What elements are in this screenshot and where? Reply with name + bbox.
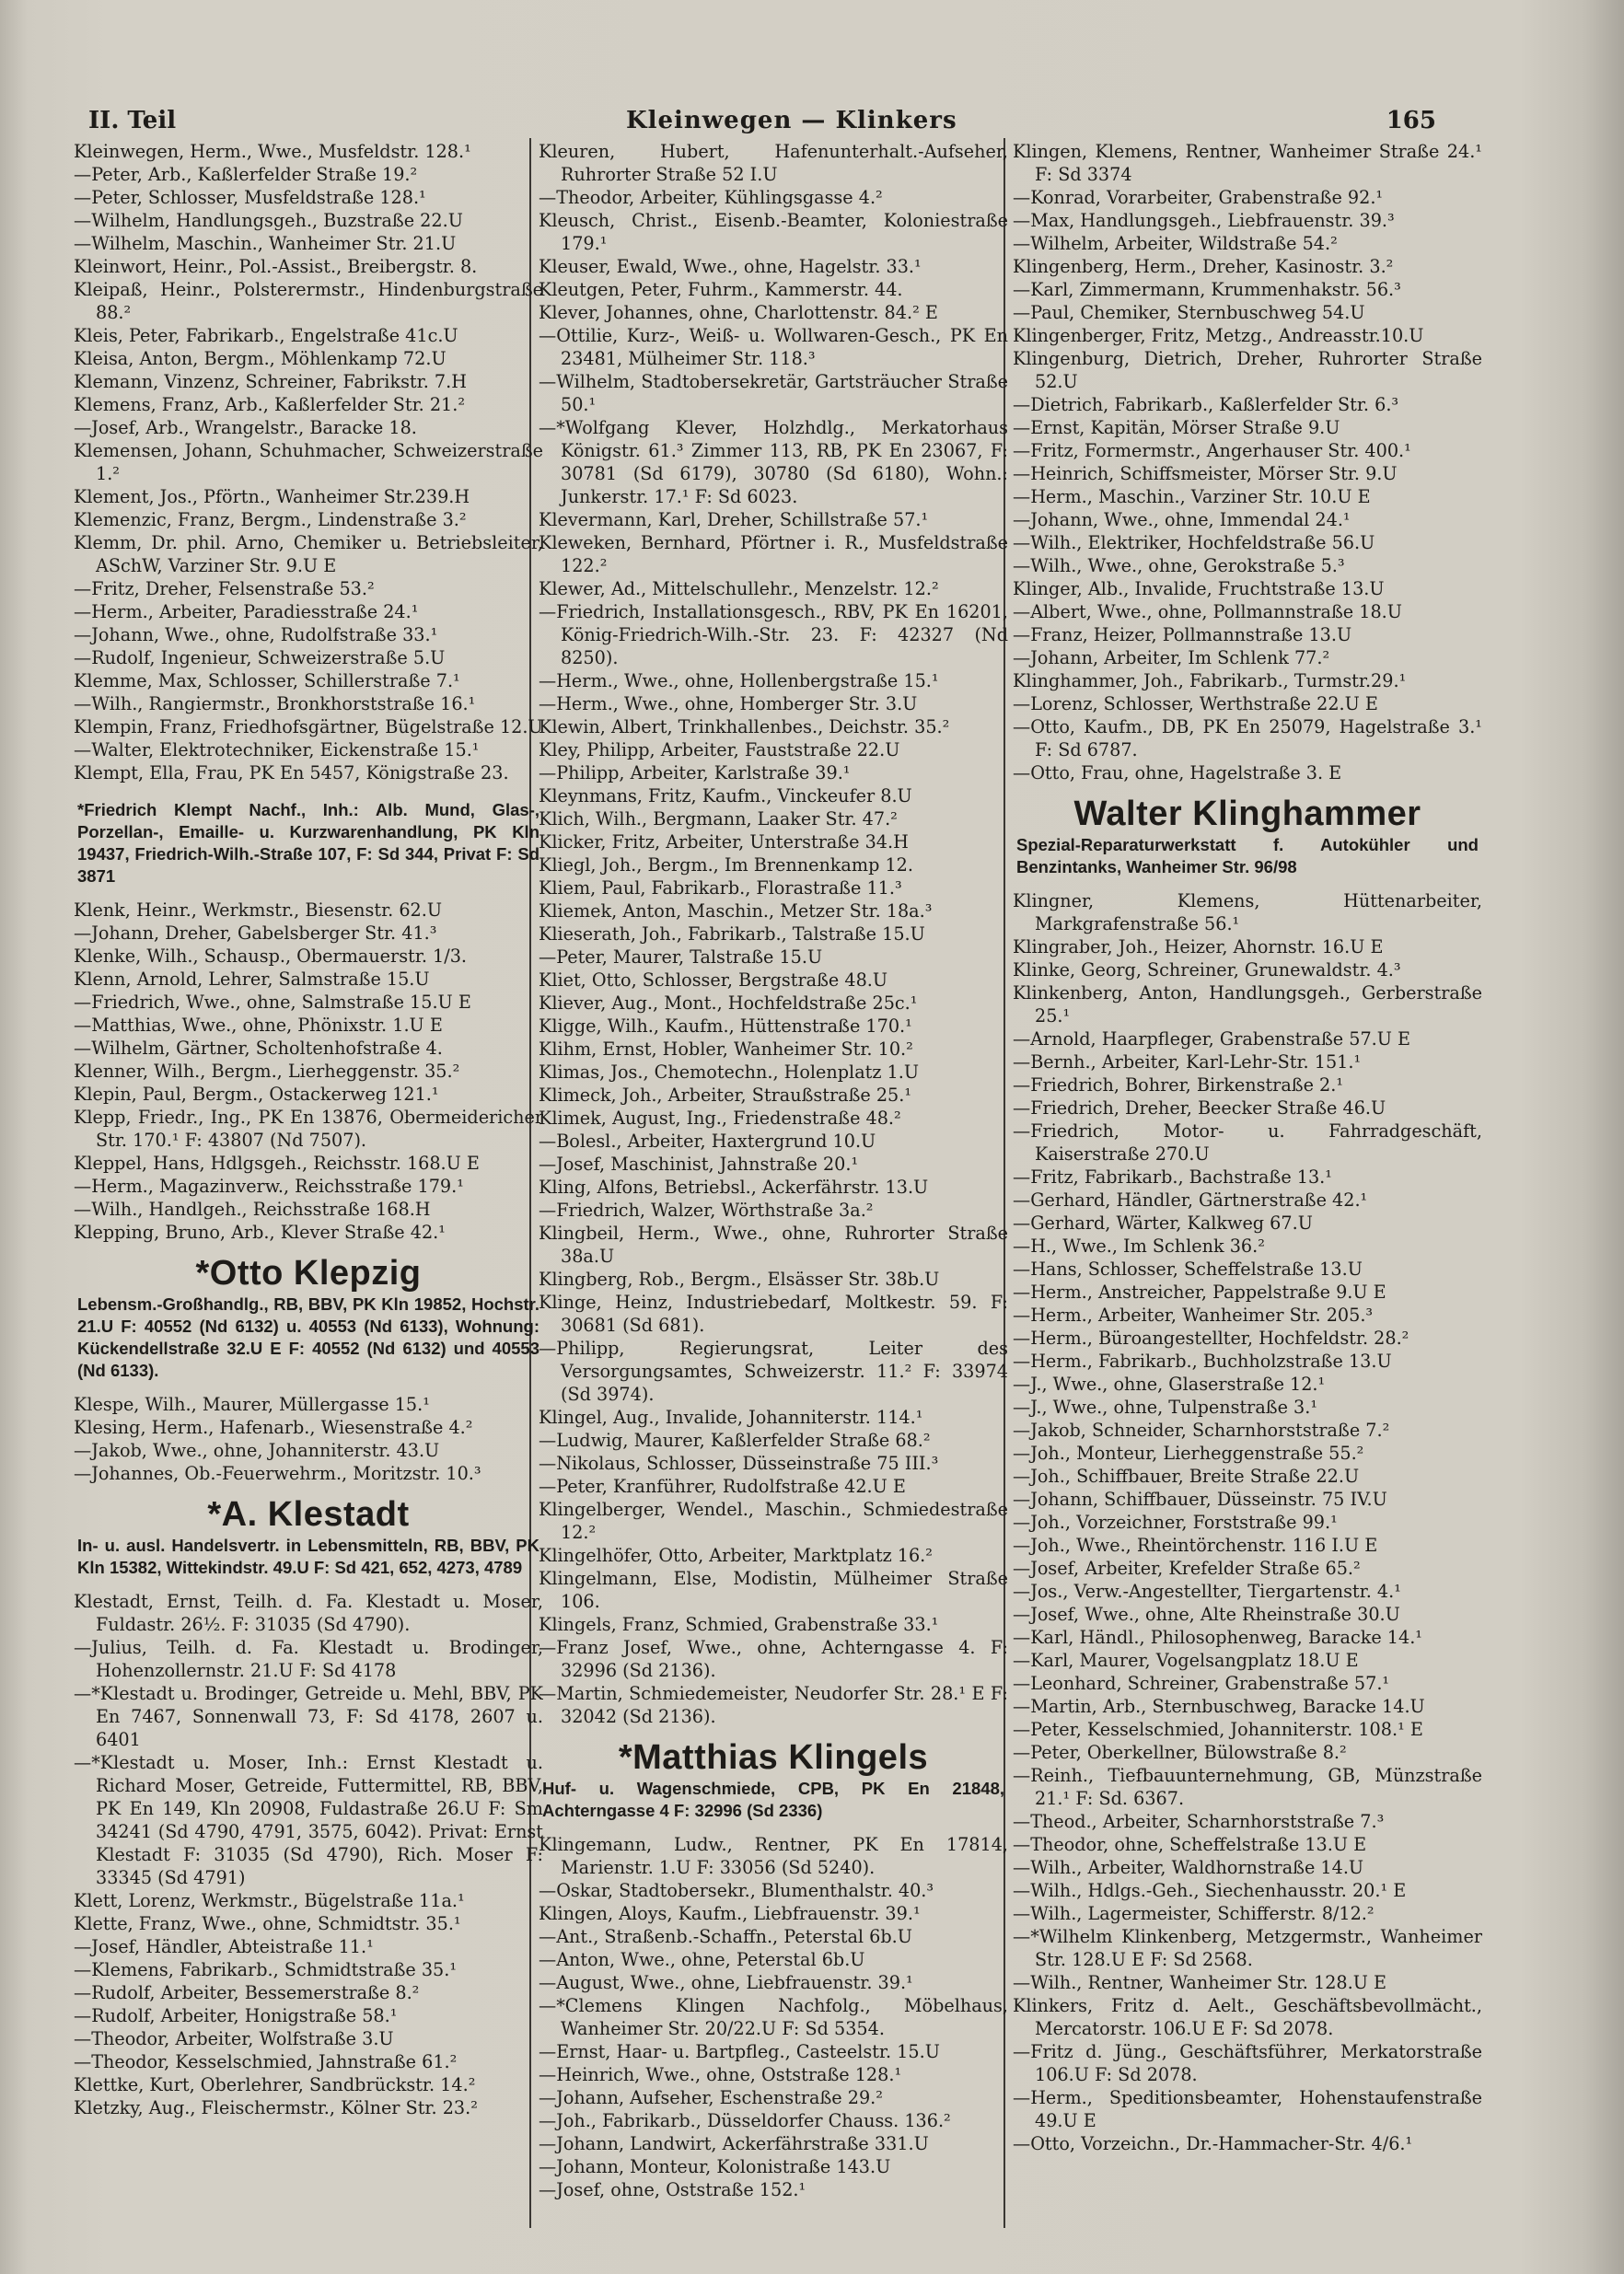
directory-entry: Kleipaß, Heinr., Polsterermstr., Hindenburgstraße 88.² xyxy=(74,279,543,323)
directory-entry: —Konrad, Vorarbeiter, Grabenstraße 92.¹ xyxy=(1013,187,1384,208)
directory-entry: —Julius, Teilh. d. Fa. Klestadt u. Brodinger, Hohenzollernstr. 21.U F: Sd 4178 xyxy=(74,1637,543,1681)
directory-entry: Kliem, Paul, Fabrikarb., Florastraße 11.³ xyxy=(539,877,902,899)
directory-entry: —Wilhelm, Gärtner, Scholtenhofstraße 4. xyxy=(74,1038,443,1059)
directory-entry: —*Klestadt u. Moser, Inh.: Ernst Klestadt u. Richard Moser, Getreide, Futtermittel, RB, BBV, PK En 149, Kln 20908, Fuldastraße 26.U F: Sm 34241 (Sd 4790, 4791, 3575, 6042). Privat: Ernst Klestadt F: 31035 (Sd 4790), Rich. Moser F: 33345 (Sd 4791) xyxy=(74,1752,543,1888)
directory-entry: Kleynmans, Fritz, Kaufm., Vinckeufer 8.U xyxy=(539,785,912,806)
directory-entry: Klinke, Georg, Schreiner, Grunewaldstr. 4.³ xyxy=(1013,959,1401,980)
column-1 xyxy=(74,140,543,2225)
directory-entry: —Herm., Speditionsbeamter, Hohenstaufenstraße 49.U E xyxy=(1013,2087,1482,2131)
directory-entry: —Johann, Arbeiter, Im Schlenk 77.² xyxy=(1013,647,1330,668)
directory-entry: Klingner, Klemens, Hüttenarbeiter, Markgrafenstraße 56.¹ xyxy=(1013,890,1482,934)
directory-entry: —Friedrich, Motor- u. Fahrradgeschäft, Kaiserstraße 270.U xyxy=(1013,1120,1482,1165)
directory-entry: —*Wolfgang Klever, Holzhdlg., Merkatorhaus Königstr. 61.³ Zimmer 113, RB, PK En 23067, F: 30781 (Sd 6179), 30780 (Sd 6180), Wohn.: Junkerstr. 17.¹ F: Sd 6023. xyxy=(539,417,1008,507)
directory-entry: —Josef, Maschinist, Jahnstraße 20.¹ xyxy=(539,1154,859,1175)
name-range: Kleinwegen — Klinkers xyxy=(626,107,957,134)
directory-entry: —Friedrich, Walzer, Wörthstraße 3a.² xyxy=(539,1200,874,1221)
directory-entry: Kleusch, Christ., Eisenb.-Beamter, Koloniestraße 179.¹ xyxy=(539,210,1008,254)
directory-entry: —Jakob, Wwe., ohne, Johanniterstr. 43.U xyxy=(74,1440,440,1461)
directory-entry: —Otto, Frau, ohne, Hagelstraße 3. E xyxy=(1013,762,1342,783)
directory-entry: —Otto, Kaufm., DB, PK En 25079, Hagelstraße 3.¹ F: Sd 6787. xyxy=(1013,716,1482,760)
directory-entry: —Paul, Chemiker, Sternbuschweg 54.U xyxy=(1013,302,1365,323)
directory-entry: —J., Wwe., ohne, Glaserstraße 12.¹ xyxy=(1013,1374,1326,1395)
directory-entry: Kletzky, Aug., Fleischermstr., Kölner Str. 23.² xyxy=(74,2097,478,2118)
directory-entry: —Martin, Arb., Sternbuschweg, Baracke 14.U xyxy=(1013,1696,1425,1717)
directory-entry: Klepping, Bruno, Arb., Klever Straße 42.¹ xyxy=(74,1222,446,1243)
directory-entry: —Josef, Arbeiter, Krefelder Straße 65.² xyxy=(1013,1558,1361,1579)
directory-entry: —Wilh., Arbeiter, Waldhornstraße 14.U xyxy=(1013,1857,1364,1878)
directory-entry: —Martin, Schmiedemeister, Neudorfer Str. 28.¹ E F: 32042 (Sd 2136). xyxy=(539,1683,1008,1727)
directory-entry: —Johann, Landwirt, Ackerfährstraße 331.U xyxy=(539,2133,929,2154)
directory-entry: Klinghammer, Joh., Fabrikarb., Turmstr.29.¹ xyxy=(1013,670,1407,691)
directory-entry: —Wilh., Rentner, Wanheimer Str. 128.U E xyxy=(1013,1972,1386,1993)
directory-entry: —Klemens, Fabrikarb., Schmidtstraße 35.¹ xyxy=(74,1959,458,1980)
directory-entry: —Wilh., Rangiermstr., Bronkhorststraße 16.¹ xyxy=(74,693,476,714)
directory-entry: Klever, Johannes, ohne, Charlottenstr. 84.² E xyxy=(539,302,938,323)
directory-entry: —Herm., Arbeiter, Paradiesstraße 24.¹ xyxy=(74,601,419,622)
directory-entry: —Dietrich, Fabrikarb., Kaßlerfelder Str. 6.³ xyxy=(1013,394,1399,415)
directory-entry: Kliever, Aug., Mont., Hochfeldstraße 25c.¹ xyxy=(539,992,918,1014)
directory-entry: Klemann, Vinzenz, Schreiner, Fabrikstr. 7.H xyxy=(74,371,467,392)
directory-entry: —Lorenz, Schlosser, Werthstraße 22.U E xyxy=(1013,693,1378,714)
advertisement-text: *Friedrich Klempt Nachf., Inh.: Alb. Mund, Glas-, Porzellan-, Emaille- u. Kurzwarenhandlung, PK Kln 19437, Friedrich-Wilh.-Straße 107, F: Sd 344, Privat F: Sd 3871 xyxy=(77,800,539,886)
directory-entry: Klinkers, Fritz d. Aelt., Geschäftsbevollmächt., Mercatorstr. 106.U E F: Sd 2078. xyxy=(1013,1995,1482,2039)
directory-entry: —Joh., Schiffbauer, Breite Straße 22.U xyxy=(1013,1466,1360,1487)
directory-entry: Klesing, Herm., Hafenarb., Wiesenstraße 4.² xyxy=(74,1417,473,1438)
directory-entry: Kleuser, Ewald, Wwe., ohne, Hagelstr. 33.¹ xyxy=(539,256,922,277)
directory-entry: Klinge, Heinz, Industriebedarf, Moltkestr. 59. F: 30681 (Sd 681). xyxy=(539,1292,1008,1336)
directory-entry: Kliegl, Joh., Bergm., Im Brennenkamp 12. xyxy=(539,854,913,876)
directory-entry: —Bernh., Arbeiter, Karl-Lehr-Str. 151.¹ xyxy=(1013,1051,1362,1073)
directory-entry: —Josef, Händler, Abteistraße 11.¹ xyxy=(74,1936,374,1957)
directory-entry: Klingberg, Rob., Bergm., Elsässer Str. 38b.U xyxy=(539,1269,940,1290)
directory-entry: —Johann, Schiffbauer, Düsseinstr. 75 IV.U xyxy=(1013,1489,1387,1510)
directory-entry: —Wilh., Handlgeh., Reichsstraße 168.H xyxy=(74,1199,431,1220)
directory-entry: —Wilhelm, Arbeiter, Wildstraße 54.² xyxy=(1013,233,1338,254)
directory-entry: Klingen, Klemens, Rentner, Wanheimer Straße 24.¹ F: Sd 3374 xyxy=(1013,141,1482,185)
directory-entry: Klette, Franz, Wwe., ohne, Schmidtstr. 35.¹ xyxy=(74,1913,461,1934)
business-advertisement xyxy=(1013,794,1482,878)
directory-entry: —Matthias, Wwe., ohne, Phönixstr. 1.U E xyxy=(74,1015,443,1036)
directory-entry: Klemensen, Johann, Schuhmacher, Schweizerstraße 1.² xyxy=(74,440,543,484)
directory-entry: Klich, Wilh., Bergmann, Laaker Str. 47.² xyxy=(539,808,898,830)
directory-entry: —Fritz, Fabrikarb., Bachstraße 13.¹ xyxy=(1013,1166,1332,1188)
directory-entry: —Nikolaus, Schlosser, Düsseinstraße 75 III.³ xyxy=(539,1453,939,1474)
business-advertisement xyxy=(74,1494,543,1579)
directory-entry: —Peter, Maurer, Talstraße 15.U xyxy=(539,946,823,968)
directory-entry: Klement, Jos., Pförtn., Wanheimer Str.239.H xyxy=(74,486,470,507)
advertisement-heading: *A. Klestadt xyxy=(207,1495,410,1534)
directory-entry: —Theodor, ohne, Scheffelstraße 13.U E xyxy=(1013,1834,1367,1855)
directory-entry: —Heinrich, Schiffsmeister, Mörser Str. 9.U xyxy=(1013,463,1398,484)
directory-entry: —Herm., Anstreicher, Pappelstraße 9.U E xyxy=(1013,1282,1386,1303)
directory-entry: Kliet, Otto, Schlosser, Bergstraße 48.U xyxy=(539,969,888,991)
page-header xyxy=(83,103,1436,144)
directory-entry: —Theodor, Arbeiter, Kühlingsgasse 4.² xyxy=(539,187,883,208)
directory-entry: —Josef, Arb., Wrangelstr., Baracke 18. xyxy=(74,417,417,438)
directory-entry: —Wilhelm, Handlungsgeh., Buzstraße 22.U xyxy=(74,210,463,231)
directory-entry: Klenke, Wilh., Schausp., Obermauerstr. 1/3. xyxy=(74,946,468,967)
column-2 xyxy=(539,140,1008,2225)
directory-entry: Klingen, Aloys, Kaufm., Liebfrauenstr. 39.¹ xyxy=(539,1903,921,1924)
directory-entry: Klewin, Albert, Trinkhallenbes., Deichstr. 35.² xyxy=(539,716,950,737)
advertisement-text: Huf- u. Wagenschmiede, CPB, PK En 21848, Achterngasse 4 F: 32996 (Sd 2336) xyxy=(542,1779,1004,1820)
directory-entry: —Johann, Monteur, Kolonistraße 143.U xyxy=(539,2156,891,2177)
directory-entry: Kling, Alfons, Betriebsl., Ackerfährstr. 13.U xyxy=(539,1177,929,1198)
directory-entry: —Johann, Aufseher, Eschenstraße 29.² xyxy=(539,2087,883,2108)
directory-entry: Klinkenberg, Anton, Handlungsgeh., Gerberstraße 25.¹ xyxy=(1013,982,1482,1027)
directory-entry: Klihm, Ernst, Hobler, Wanheimer Str. 10.² xyxy=(539,1038,913,1060)
directory-entry: —Hans, Schlosser, Scheffelstraße 13.U xyxy=(1013,1259,1363,1280)
directory-entry: —Joh., Monteur, Lierheggenstraße 55.² xyxy=(1013,1443,1364,1464)
directory-entry: Klemme, Max, Schlosser, Schillerstraße 7.¹ xyxy=(74,670,460,691)
directory-entry: —Peter, Oberkellner, Bülowstraße 8.² xyxy=(1013,1742,1347,1763)
business-advertisement xyxy=(539,1737,1008,1822)
directory-entry: —Karl, Händl., Philosophenweg, Baracke 14.¹ xyxy=(1013,1627,1423,1648)
directory-entry: Klett, Lorenz, Werkmstr., Bügelstraße 11a.¹ xyxy=(74,1890,465,1911)
directory-entry: Kleuren, Hubert, Hafenunterhalt.-Aufseher, Ruhrorter Straße 52 I.U xyxy=(539,141,1008,185)
directory-entry: Klemens, Franz, Arb., Kaßlerfelder Str. 21.² xyxy=(74,394,466,415)
directory-entry: —Friedrich, Dreher, Beecker Straße 46.U xyxy=(1013,1097,1386,1119)
advertisement-heading: *Otto Klepzig xyxy=(195,1254,422,1293)
directory-entry: Klingenburg, Dietrich, Dreher, Ruhrorter Straße 52.U xyxy=(1013,348,1482,392)
directory-entry: —Peter, Arb., Kaßlerfelder Straße 19.² xyxy=(74,164,418,185)
directory-entry: Klestadt, Ernst, Teilh. d. Fa. Klestadt u. Moser, Fuldastr. 26½. F: 31035 (Sd 4790). xyxy=(74,1591,543,1635)
business-advertisement xyxy=(74,799,543,888)
directory-entry: —Theodor, Kesselschmied, Jahnstraße 61.² xyxy=(74,2051,458,2072)
directory-entry: —Theodor, Arbeiter, Wolfstraße 3.U xyxy=(74,2028,394,2049)
directory-entry: Kleinwort, Heinr., Pol.-Assist., Breibergstr. 8. xyxy=(74,256,478,277)
directory-entry: —Heinrich, Wwe., ohne, Oststraße 128.¹ xyxy=(539,2064,902,2085)
directory-entry: —Rudolf, Arbeiter, Honigstraße 58.¹ xyxy=(74,2005,398,2026)
directory-entry: —Friedrich, Bohrer, Birkenstraße 2.¹ xyxy=(1013,1074,1344,1096)
directory-entry: —Philipp, Regierungsrat, Leiter des Versorgungsamtes, Schweizerstr. 11.² F: 33974 (Sd 3974). xyxy=(539,1338,1008,1405)
directory-entry: —Wilhelm, Stadtobersekretär, Gartsträucher Straße 50.¹ xyxy=(539,371,1008,415)
directory-entry: —Peter, Schlosser, Musfeldstraße 128.¹ xyxy=(74,187,426,208)
directory-entry: —Theod., Arbeiter, Scharnhorststraße 7.³ xyxy=(1013,1811,1385,1832)
directory-entry: —Johann, Dreher, Gabelsberger Str. 41.³ xyxy=(74,922,437,944)
directory-entry: —Josef, ohne, Oststraße 152.¹ xyxy=(539,2179,806,2200)
directory-entry: Klingelmann, Else, Modistin, Mülheimer Straße 106. xyxy=(539,1568,1008,1612)
directory-entry: —Philipp, Arbeiter, Karlstraße 39.¹ xyxy=(539,762,851,783)
directory-entry: Klenner, Wilh., Bergm., Lierheggenstr. 35.² xyxy=(74,1061,460,1082)
directory-entry: —Albert, Wwe., ohne, Pollmannstraße 18.U xyxy=(1013,601,1402,622)
directory-entry: Klepin, Paul, Bergm., Ostackerweg 121.¹ xyxy=(74,1084,439,1105)
section-label: II. Teil xyxy=(88,107,177,134)
directory-entry: Klempin, Franz, Friedhofsgärtner, Bügelstraße 12.U xyxy=(74,716,543,737)
directory-entry: —J., Wwe., ohne, Tulpenstraße 3.¹ xyxy=(1013,1397,1318,1418)
directory-entry: Klenk, Heinr., Werkmstr., Biesenstr. 62.U xyxy=(74,899,443,921)
directory-entry: —Leonhard, Schreiner, Grabenstraße 57.¹ xyxy=(1013,1673,1390,1694)
directory-entry: —Oskar, Stadtobersekr., Blumenthalstr. 40.³ xyxy=(539,1880,934,1901)
directory-entry: —Josef, Wwe., ohne, Alte Rheinstraße 30.U xyxy=(1013,1604,1400,1625)
directory-entry: —Ant., Straßenb.-Schaffn., Peterstal 6b.U xyxy=(539,1926,912,1947)
page-number: 165 xyxy=(1386,107,1436,134)
directory-entry: Klemm, Dr. phil. Arno, Chemiker u. Betriebsleiter, ASchW, Varziner Str. 9.U E xyxy=(74,532,543,576)
advertisement-text: Lebensm.-Großhandlg., RB, BBV, PK Kln 19852, Hochstr. 21.U F: 40552 (Nd 6132) u. 40553 (Nd 6133), Wohnung: Kückendellstraße 32.U E F: 40552 (Nd 6132) und 40553 (Nd 6133). xyxy=(77,1294,539,1380)
directory-entry: —Rudolf, Ingenieur, Schweizerstraße 5.U xyxy=(74,647,446,668)
directory-entry: Klingraber, Joh., Heizer, Ahornstr. 16.U E xyxy=(1013,936,1384,957)
directory-entry: —Joh., Wwe., Rheintörchenstr. 116 I.U E xyxy=(1013,1535,1378,1556)
directory-entry: Klinger, Alb., Invalide, Fruchtstraße 13.U xyxy=(1013,578,1385,599)
directory-entry: —Johann, Wwe., ohne, Immendal 24.¹ xyxy=(1013,509,1351,530)
directory-entry: —Gerhard, Händler, Gärtnerstraße 42.¹ xyxy=(1013,1189,1368,1211)
directory-entry: Klimas, Jos., Chemotechn., Holenplatz 1.U xyxy=(539,1062,920,1083)
directory-entry: Klemenzic, Franz, Bergm., Lindenstraße 3.² xyxy=(74,509,467,530)
directory-entry: —*Wilhelm Klinkenberg, Metzgermstr., Wanheimer Str. 128.U E F: Sd 2568. xyxy=(1013,1926,1482,1970)
directory-entry: —Anton, Wwe., ohne, Peterstal 6b.U xyxy=(539,1949,865,1970)
directory-entry: —Max, Handlungsgeh., Liebfrauenstr. 39.³ xyxy=(1013,210,1395,231)
directory-entry: —Ludwig, Maurer, Kaßlerfelder Straße 68.² xyxy=(539,1430,931,1451)
directory-entry: Kleppel, Hans, Hdlgsgeh., Reichsstr. 168.U E xyxy=(74,1153,480,1174)
directory-entry: Kley, Philipp, Arbeiter, Fauststraße 22.U xyxy=(539,739,900,760)
directory-entry: —Wilh., Elektriker, Hochfeldstraße 56.U xyxy=(1013,532,1375,553)
directory-entry: Kleinwegen, Herm., Wwe., Musfeldstr. 128.¹ xyxy=(74,141,471,162)
directory-entry: —Rudolf, Arbeiter, Bessemerstraße 8.² xyxy=(74,1982,420,2003)
directory-entry: —Friedrich, Wwe., ohne, Salmstraße 15.U E xyxy=(74,992,471,1013)
directory-entry: —Jos., Verw.-Angestellter, Tiergartenstr. 4.¹ xyxy=(1013,1581,1401,1602)
directory-entry: —Joh., Fabrikarb., Düsseldorfer Chauss. 136.² xyxy=(539,2110,951,2131)
directory-entry: —Walter, Elektrotechniker, Eickenstraße 15.¹ xyxy=(74,739,480,760)
directory-entry: —Herm., Büroangestellter, Hochfeldstr. 28.² xyxy=(1013,1328,1409,1349)
directory-entry: —Gerhard, Wärter, Kalkweg 67.U xyxy=(1013,1212,1313,1234)
directory-entry: —August, Wwe., ohne, Liebfrauenstr. 39.¹ xyxy=(539,1972,913,1993)
directory-entry: —*Clemens Klingen Nachfolg., Möbelhaus, Wanheimer Str. 20/22.U F: Sd 5354. xyxy=(539,1995,1008,2039)
directory-entry: —Herm., Fabrikarb., Buchholzstraße 13.U xyxy=(1013,1351,1392,1372)
business-advertisement xyxy=(74,1253,543,1382)
directory-entry: —H., Wwe., Im Schlenk 36.² xyxy=(1013,1236,1265,1257)
directory-entry: —Johannes, Ob.-Feuerwehrm., Moritzstr. 10.³ xyxy=(74,1463,481,1484)
directory-entry: —Franz Josef, Wwe., ohne, Achterngasse 4. F: 32996 (Sd 2136). xyxy=(539,1637,1008,1681)
directory-entry: —Ottilie, Kurz-, Weiß- u. Wollwaren-Gesch., PK En 23481, Mülheimer Str. 118.³ xyxy=(539,325,1008,369)
directory-entry: Klenn, Arnold, Lehrer, Salmstraße 15.U xyxy=(74,969,430,990)
directory-entry: —Fritz, Formermstr., Angerhauser Str. 400.¹ xyxy=(1013,440,1411,461)
advertisement-text: Spezial-Reparaturwerkstatt f. Autokühler und Benzintanks, Wanheimer Str. 96/98 xyxy=(1016,835,1479,876)
directory-entry: Klingels, Franz, Schmied, Grabenstraße 33.¹ xyxy=(539,1614,939,1635)
directory-entry: —Herm., Maschin., Varziner Str. 10.U E xyxy=(1013,486,1371,507)
directory-entry: Klevermann, Karl, Dreher, Schillstraße 57.¹ xyxy=(539,509,929,530)
directory-entry: —Joh., Vorzeichner, Forststraße 99.¹ xyxy=(1013,1512,1338,1533)
directory-entry: Klingel, Aug., Invalide, Johanniterstr. 114.¹ xyxy=(539,1407,923,1428)
directory-entry: Klimeck, Joh., Arbeiter, Straußstraße 25.¹ xyxy=(539,1085,912,1106)
directory-entry: Klettke, Kurt, Oberlehrer, Sandbrückstr. 14.² xyxy=(74,2074,476,2095)
directory-entry: —Herm., Arbeiter, Wanheimer Str. 205.³ xyxy=(1013,1305,1374,1326)
directory-entry: Klepp, Friedr., Ing., PK En 13876, Obermeidericher Str. 170.¹ F: 43807 (Nd 7507). xyxy=(74,1107,543,1151)
directory-entry: Klingelhöfer, Otto, Arbeiter, Marktplatz 16.² xyxy=(539,1545,933,1566)
directory-entry: —Ernst, Haar- u. Bartpfleg., Casteelstr. 15.U xyxy=(539,2041,940,2062)
directory-entry: —Wilhelm, Maschin., Wanheimer Str. 21.U xyxy=(74,233,457,254)
directory-entry: Klingbeil, Herm., Wwe., ohne, Ruhrorter Straße 38a.U xyxy=(539,1223,1008,1267)
directory-entry: Klingelberger, Wendel., Maschin., Schmiedestraße 12.² xyxy=(539,1499,1008,1543)
advertisement-text: In- u. ausl. Handelsvertr. in Lebensmitteln, RB, BBV, PK Kln 15382, Wittekindstr. 49.U F: Sd 421, 652, 4273, 4789 xyxy=(77,1536,539,1577)
directory-entry: Klieserath, Joh., Fabrikarb., Talstraße 15.U xyxy=(539,923,925,945)
directory-entry: Klespe, Wilh., Maurer, Müllergasse 15.¹ xyxy=(74,1394,430,1415)
directory-entry: —Wilh., Hdlgs.-Geh., Siechenhausstr. 20.¹ E xyxy=(1013,1880,1407,1901)
directory-entry: —Peter, Kesselschmied, Johanniterstr. 108.¹ E xyxy=(1013,1719,1423,1740)
directory-entry: —Bolesl., Arbeiter, Haxtergrund 10.U xyxy=(539,1131,876,1152)
directory-entry: —Arnold, Haarpfleger, Grabenstraße 57.U E xyxy=(1013,1028,1411,1050)
directory-entry: —Johann, Wwe., ohne, Rudolfstraße 33.¹ xyxy=(74,624,438,645)
directory-entry: Kliemek, Anton, Maschin., Metzer Str. 18a.³ xyxy=(539,900,933,922)
directory-entry: Klingenberger, Fritz, Metzg., Andreasstr.10.U xyxy=(1013,325,1424,346)
directory-entry: —Ernst, Kapitän, Mörser Straße 9.U xyxy=(1013,417,1340,438)
directory-entry: Kligge, Wilh., Kaufm., Hüttenstraße 170.¹ xyxy=(539,1015,912,1037)
directory-entry: —Peter, Kranführer, Rudolfstraße 42.U E xyxy=(539,1476,906,1497)
directory-entry: Klicker, Fritz, Arbeiter, Unterstraße 34.H xyxy=(539,831,909,853)
column-3 xyxy=(1013,140,1482,2225)
directory-entry: —Wilh., Lagermeister, Schifferstr. 8/12.² xyxy=(1013,1903,1375,1924)
directory-entry: Klewer, Ad., Mittelschullehr., Menzelstr. 12.² xyxy=(539,578,939,599)
directory-entry: —Friedrich, Installationsgesch., RBV, PK En 16201, König-Friedrich-Wilh.-Str. 23. F: 42327 (Nd 8250). xyxy=(539,601,1008,668)
directory-entry: Klimek, August, Ing., Friedenstraße 48.² xyxy=(539,1108,901,1129)
directory-entry: —Herm., Magazinverw., Reichsstraße 179.¹ xyxy=(74,1176,464,1197)
directory-entry: —Karl, Maurer, Vogelsangplatz 18.U E xyxy=(1013,1650,1359,1671)
directory-entry: —Fritz d. Jüng., Geschäftsführer, Merkatorstraße 106.U F: Sd 2078. xyxy=(1013,2041,1482,2085)
advertisement-heading: Walter Klinghammer xyxy=(1073,795,1421,833)
directory-entry: —Jakob, Schneider, Scharnhorststraße 7.² xyxy=(1013,1420,1390,1441)
directory-entry: —Otto, Vorzeichn., Dr.-Hammacher-Str. 4/6.¹ xyxy=(1013,2133,1413,2154)
directory-entry: Kleutgen, Peter, Fuhrm., Kammerstr. 44. xyxy=(539,279,903,300)
directory-entry: Kleis, Peter, Fabrikarb., Engelstraße 41c.U xyxy=(74,325,458,346)
directory-entry: —Reinh., Tiefbauunternehmung, GB, Münzstraße 21.¹ F: Sd. 6367. xyxy=(1013,1765,1482,1809)
directory-entry: Klingenberg, Herm., Dreher, Kasinostr. 3.² xyxy=(1013,256,1394,277)
directory-entry: —Herm., Wwe., ohne, Homberger Str. 3.U xyxy=(539,693,918,714)
directory-entry: Klempt, Ella, Frau, PK En 5457, Königstraße 23. xyxy=(74,762,509,783)
directory-entry: —Herm., Wwe., ohne, Hollenbergstraße 15.¹ xyxy=(539,670,939,691)
advertisement-heading: *Matthias Klingels xyxy=(618,1738,929,1777)
directory-entry: Klingemann, Ludw., Rentner, PK En 17814, Marienstr. 1.U F: 33056 (Sd 5240). xyxy=(539,1834,1008,1878)
directory-entry: Kleisa, Anton, Bergm., Möhlenkamp 72.U xyxy=(74,348,447,369)
directory-entry: —Karl, Zimmermann, Krummenhakstr. 56.³ xyxy=(1013,279,1401,300)
directory-entry: —*Klestadt u. Brodinger, Getreide u. Mehl, BBV, PK En 7467, Sonnenwall 73, F: Sd 4178, 2607 u. 6401 xyxy=(74,1683,543,1750)
directory-entry: —Fritz, Dreher, Felsenstraße 53.² xyxy=(74,578,375,599)
directory-entry: Kleweken, Bernhard, Pförtner i. R., Musfeldstraße 122.² xyxy=(539,532,1008,576)
directory-entry: —Franz, Heizer, Pollmannstraße 13.U xyxy=(1013,624,1352,645)
directory-entry: —Wilh., Wwe., ohne, Gerokstraße 5.³ xyxy=(1013,555,1345,576)
